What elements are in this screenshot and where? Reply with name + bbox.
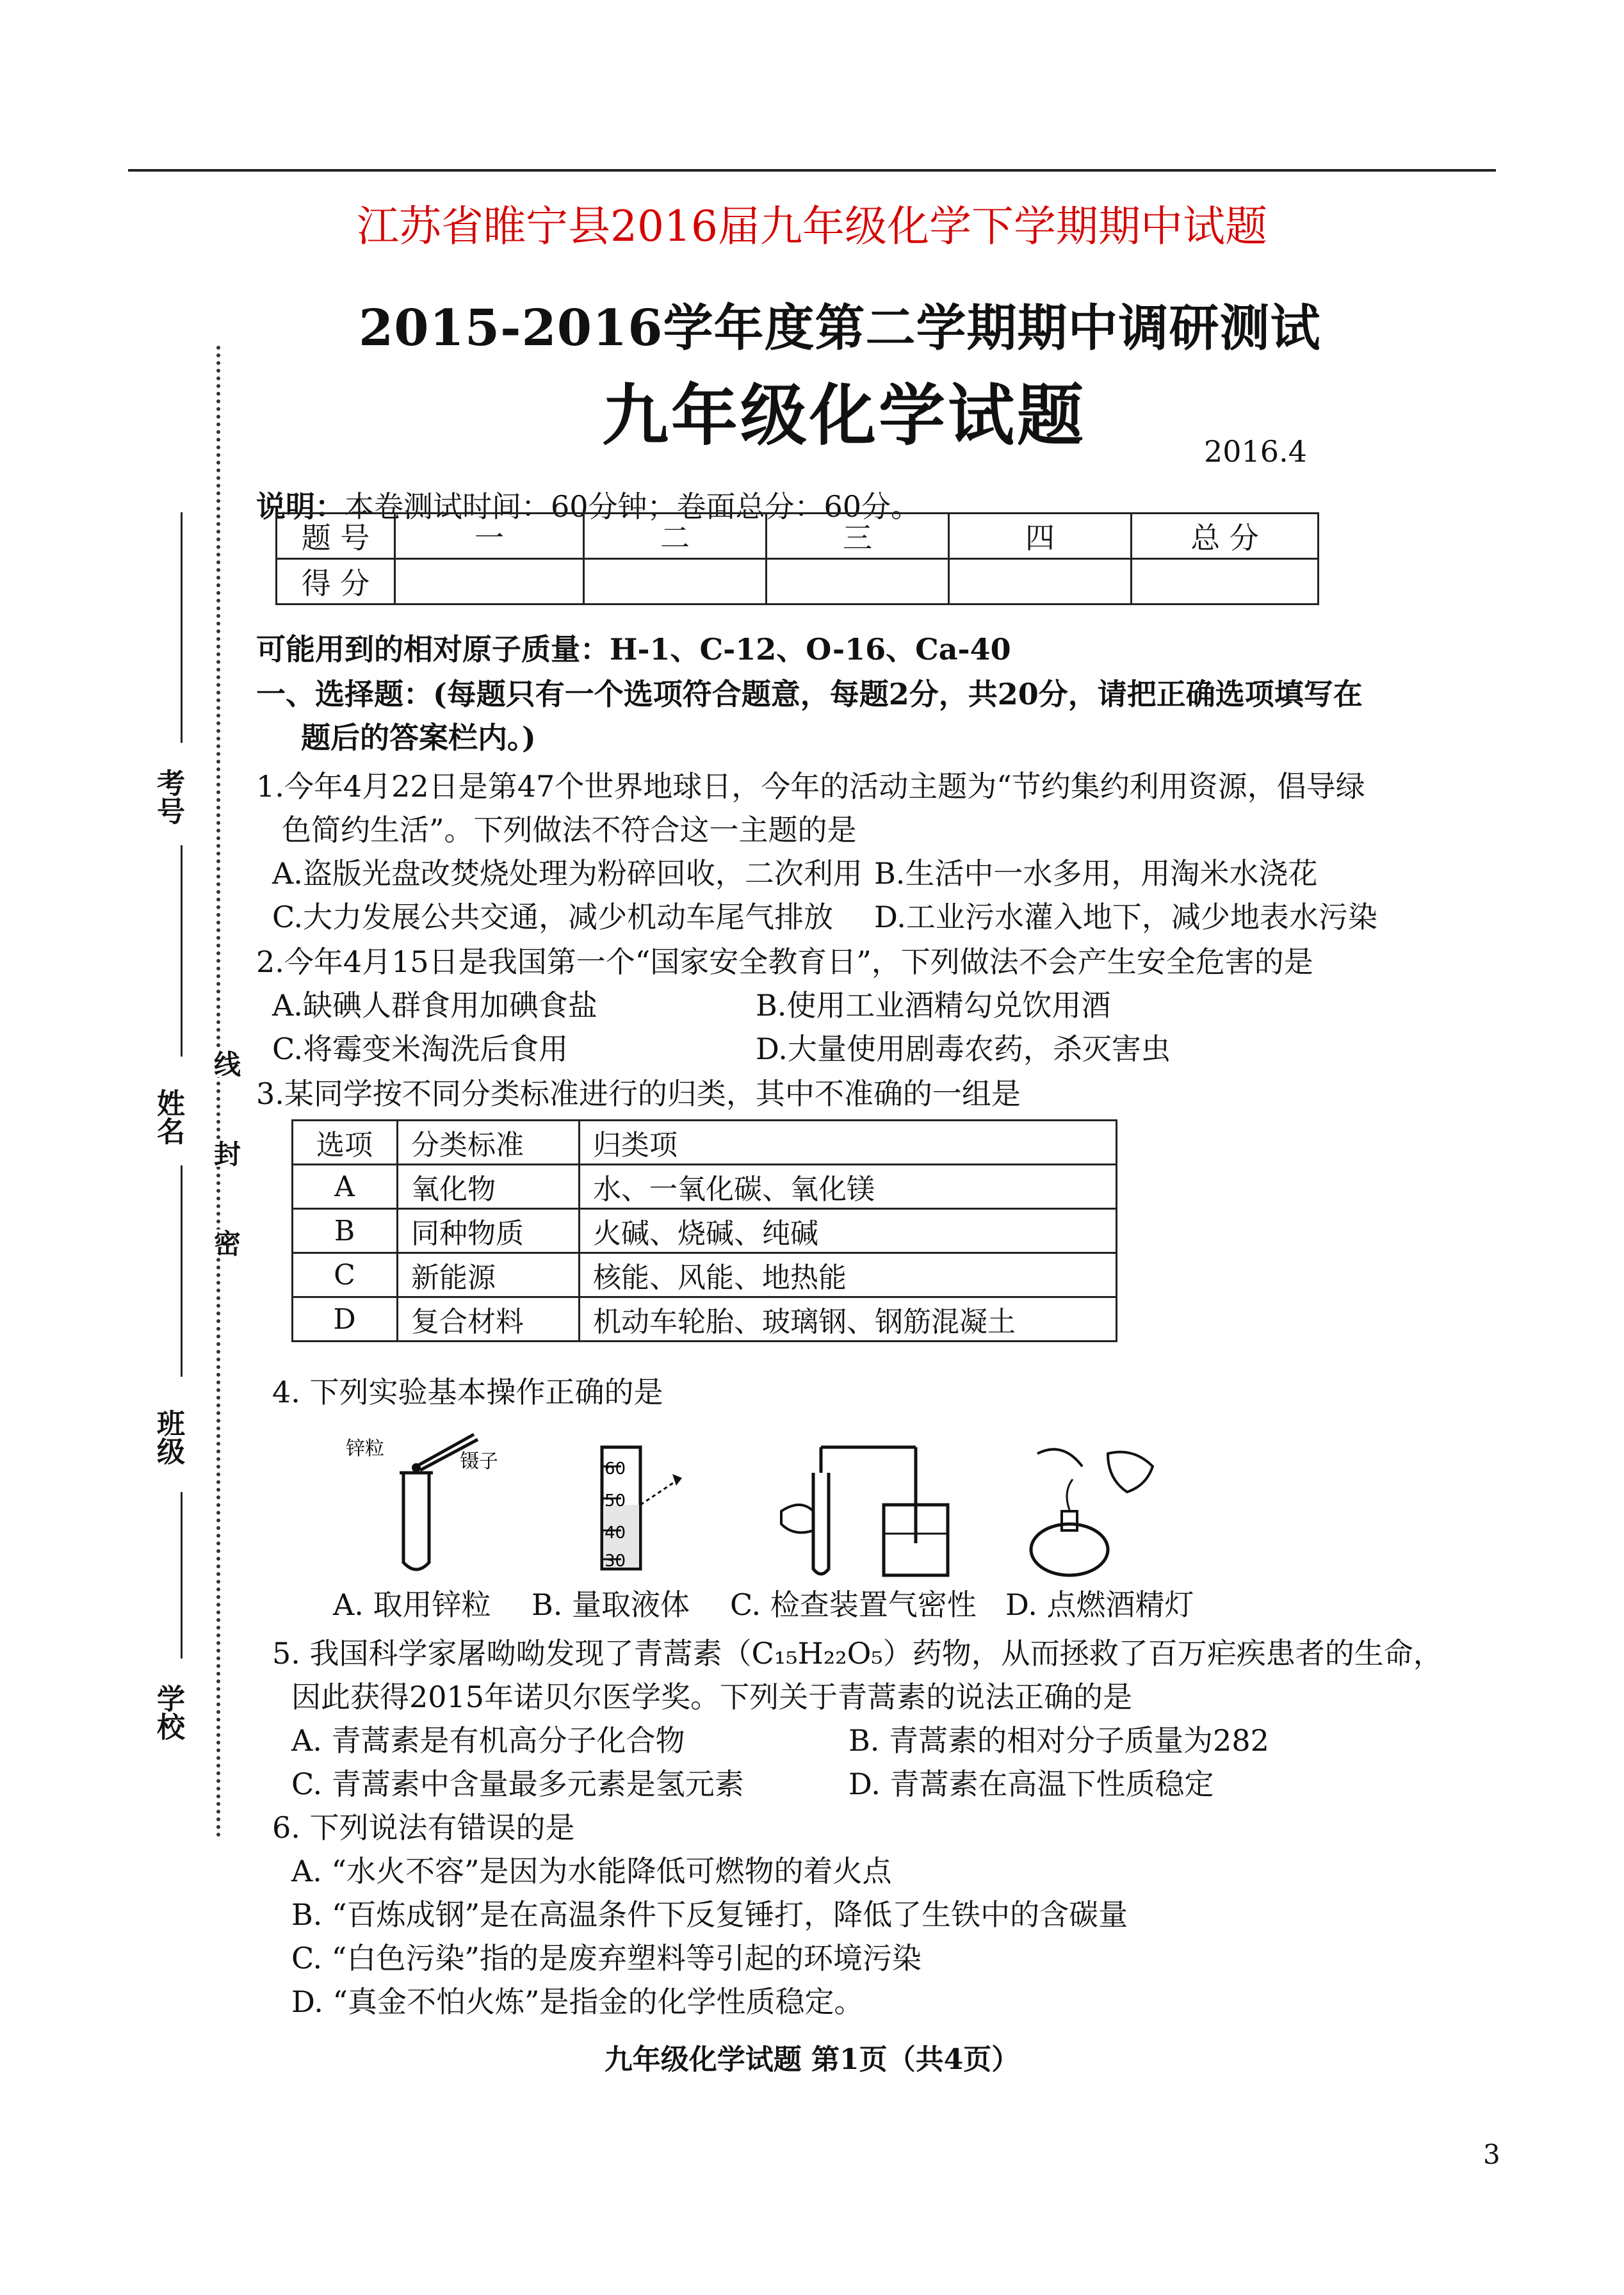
exam-no-line [181,512,183,743]
table-cell: D [293,1297,398,1342]
class-line [181,1165,183,1377]
seal-char-seal: 封 [206,1140,245,1167]
exam-subtitle: 九年级化学试题 [602,376,1087,455]
q2-option-b: B.使用工业酒精勾兑饮用酒 [756,988,1111,1023]
q5-option-b: B. 青蒿素的相对分子质量为282 [849,1723,1269,1758]
atomic-masses: 可能用到的相对原子质量：H-1、C-12、O-16、Ca-40 [256,632,1011,667]
zinc-label: 锌粒 [346,1438,384,1460]
table-cell: 同种物质 [398,1209,580,1253]
score-input-cell[interactable] [1132,559,1319,604]
q6-option-b: B. “百炼成钢”是在高温条件下反复锤打，降低了生铁中的含碳量 [291,1897,1128,1932]
q1-stem: 色简约生活”。下列做法不符合这一主题的是 [282,813,857,847]
score-input-cell[interactable] [767,559,949,604]
scale-40: 40 [605,1523,626,1543]
score-input-cell[interactable] [395,559,584,604]
q1-option-c: C.大力发展公共交通，减少机动车尾气排放 [272,900,834,934]
airtightness-figure [768,1428,961,1582]
table-cell: 水、一氧化碳、氧化镁 [580,1165,1117,1209]
table-cell: 核能、风能、地热能 [580,1253,1117,1297]
q4-option-b: B. 量取液体 [532,1587,690,1622]
exam-title: 2015-2016学年度第二学期期中调研测试 [359,299,1321,357]
seal-char-line: 线 [206,1050,245,1077]
score-cell: 得 分 [277,559,395,604]
section1-line1: 一、选择题：(每题只有一个选项符合题意，每题2分，共20分，请把正确选项填写在 [256,677,1363,711]
page-number: 3 [1483,2139,1500,2170]
header-rule [128,169,1496,172]
section1-line2: 题后的答案栏内。) [301,720,536,755]
score-cell: 四 [949,514,1132,559]
table-row [293,1165,1117,1209]
table-cell: 复合材料 [398,1297,580,1342]
note-text: 本卷测试时间：60分钟；卷面总分：60分。 [345,489,921,524]
exam-no-label: 考号 [152,768,184,825]
q3-stem: 3.某同学按不同分类标准进行的归类，其中不准确的一组是 [256,1076,1021,1111]
table-cell: 氧化物 [398,1165,580,1209]
table-header-cell: 分类标准 [398,1121,580,1165]
q6-option-c: C. “白色污染”指的是废弃塑料等引起的环境污染 [291,1941,922,1975]
table-cell: 火碱、烧碱、纯碱 [580,1209,1117,1253]
name-line [181,845,183,1057]
q5-option-d: D. 青蒿素在高温下性质稳定 [849,1767,1214,1801]
score-input-cell[interactable] [949,559,1132,604]
table-cell: B [293,1209,398,1253]
table-row [293,1253,1117,1297]
q4-option-c: C. 检查装置气密性 [730,1587,977,1622]
note-label: 说明： [256,489,345,524]
table-header-cell: 选项 [293,1121,398,1165]
q1-option-d: D.工业污水灌入地下，减少地表水污染 [874,900,1377,934]
table-cell: 机动车轮胎、玻璃钢、钢筋混凝土 [580,1297,1117,1342]
table-cell: A [293,1165,398,1209]
binding-dotted-line [216,346,220,1838]
table-cell: 新能源 [398,1253,580,1297]
table-row [293,1297,1117,1342]
q4-option-d: D. 点燃酒精灯 [1005,1587,1194,1622]
score-input-cell[interactable] [584,559,767,604]
score-cell: 二 [584,514,767,559]
q6-option-a: A. “水火不容”是因为水能降低可燃物的着火点 [291,1854,892,1888]
q5-option-c: C. 青蒿素中含量最多元素是氢元素 [291,1767,744,1801]
score-cell: 三 [767,514,949,559]
q4-option-a: A. 取用锌粒 [333,1587,491,1622]
scale-50: 50 [605,1491,626,1511]
score-value-row [277,559,1319,604]
q1-option-a: A.盗版光盘改焚烧处理为粉碎回收，二次利用 [272,856,863,891]
q2-option-d: D.大量使用剧毒农药，杀灭害虫 [756,1032,1171,1066]
q2-option-a: A.缺碘人群食用加碘食盐 [272,988,597,1023]
score-header-row [277,514,1319,559]
q5-stem: 5. 我国科学家屠呦呦发现了青蒿素（C₁₅H₂₂O₅）药物，从而拯救了百万疟疾患者的生命， [272,1636,1443,1671]
seal-char-close: 密 [206,1229,245,1256]
graduated-cylinder-figure [576,1428,704,1582]
table-row [293,1209,1117,1253]
q1-option-b: B.生活中一水多用，用淘米水浇花 [874,856,1318,891]
q5-option-a: A. 青蒿素是有机高分子化合物 [291,1723,685,1758]
q6-option-d: D. “真金不怕火炼”是指金的化学性质稳定。 [291,1984,864,2019]
exam-date: 2016.4 [1204,434,1307,469]
scale-60: 60 [605,1459,626,1479]
tweezers-label: 镊子 [460,1450,498,1473]
zinc-tweezers-figure [346,1428,512,1582]
table-cell: C [293,1253,398,1297]
classification-table [291,1119,1117,1342]
table-header-cell: 归类项 [580,1121,1117,1165]
q6-stem: 6. 下列说法有错误的是 [272,1810,575,1845]
q2-option-c: C.将霉变米淘洗后食用 [272,1032,569,1066]
table-header-row [293,1121,1117,1165]
q4-stem: 4. 下列实验基本操作正确的是 [272,1375,663,1409]
score-cell: 题 号 [277,514,395,559]
score-cell: 总 分 [1132,514,1319,559]
name-label: 姓名 [152,1089,184,1145]
score-table [275,512,1319,605]
q2-stem: 2.今年4月15日是我国第一个“国家安全教育日”，下列做法不会产生安全危害的是 [256,945,1313,979]
alcohol-lamp-figure [1012,1428,1178,1582]
q1-stem: 1.今年4月22日是第47个世界地球日，今年的活动主题为“节约集约利用资源，倡导绿 [256,769,1365,804]
school-line [181,1492,183,1658]
document-title: 江苏省睢宁县2016届九年级化学下学期期中试题 [357,202,1267,251]
score-cell: 一 [395,514,584,559]
q5-stem: 因此获得2015年诺贝尔医学奖。下列关于青蒿素的说法正确的是 [291,1680,1133,1714]
school-label: 学校 [152,1684,184,1740]
page-footer: 九年级化学试题 第1页（共4页） [604,2043,1020,2076]
class-label: 班级 [152,1409,184,1465]
scale-30: 30 [605,1552,626,1571]
